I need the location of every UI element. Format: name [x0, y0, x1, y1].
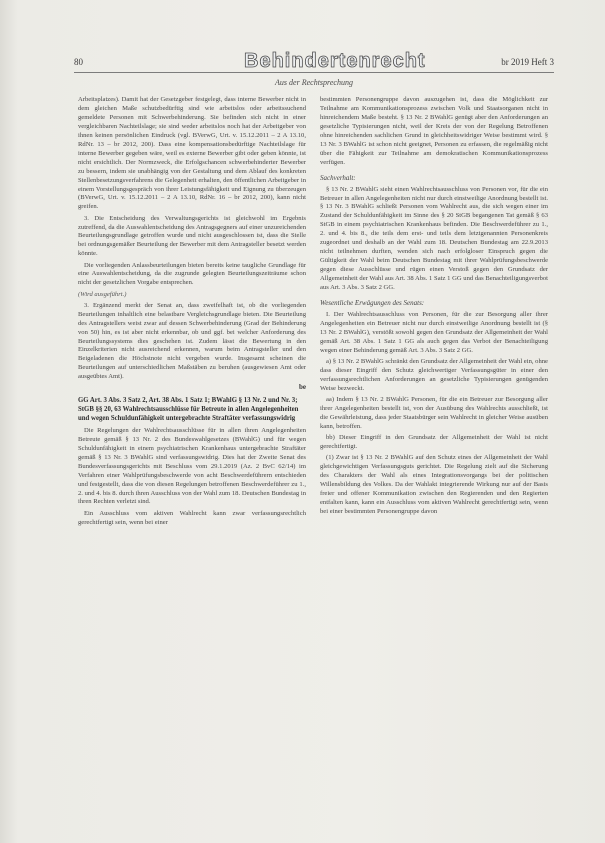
left-column	[78, 96, 306, 821]
author-initials: be	[299, 383, 306, 392]
page-number: 80	[74, 57, 83, 67]
left-paragraph-1: Arbeitsplatzes). Damit hat der Gesetzgeber festgelegt, dass interne Bewerber nicht in dem gleichen Maße schutzbedürftig sind wie arbeitslos oder arbeitssuchend gemeldete Personen mit Schwerbehinderung. Sie befinden sich nicht in einer vergleichbaren Nachteilslage; sie sind weder arbeitslos noch hat der Arbeitgeber von ihnen keinen persönlichen Eindruck (vgl. BVerwG, Urt. v. 15.12.2011 – 2 A 13.10, RdNr. 13 – br 2012, 200). Dass eine kompensationsbedürftige Nachteilslage für interne Bewerber gegeben wäre, weil es externe Bewerber gibt oder geben könnte, ist nicht ersichtlich. Der Normzweck, die Erfolgschancen schwerbehinderter Bewerber zu bessern, indem sie unabhängig von der Gestaltung und dem Ablauf des konkreten Stellenbesetzungsverfahrens die Gelegenheit erhalten, den öffentlichen Arbeitgeber in einem Vorstellungsgespräch von ihrer Leistungsfähigkeit und Eignung zu überzeugen (BVerwG, Urt. v. 15.12.2011 – 2 A 13.10, RdNr. 16 – br 2012, 200), kann nicht greifen.	[78, 96, 306, 211]
left-paragraph-6: Ein Ausschluss vom aktiven Wahlrecht kann zwar verfassungsrechtlich gerechtfertigt sein, wenn bei einer	[78, 509, 306, 526]
left-paragraph-4: 3. Ergänzend merkt der Senat an, dass zweifelhaft ist, ob die vorliegenden Beurteilungen inhaltlich eine belastbare Vergleichsgrundlage bieten. Die Beurteilung des Antragstellers weist zwar auf dessen Schwerbehinderung (Grad der Behinderung von 50) hin, es ist aber nicht erkennbar, ob und ggf. bei welcher Anforderung des Beurteilungssystems dies geschehen ist. Zudem lässt die Bewertung in den Einzelkriterien nicht ausreichend erkennen, warum beim Antragsteller und den Beigeladenen die Höchstnote nicht vergeben wurde. Insgesamt scheinen die Beurteilungen auf unterschiedlichen Maßstäben zu beruhen (ausgewiesen Amt oder ausgeübtes Amt).	[78, 301, 306, 381]
subheading-considerations: Wesentliche Erwägungen des Senats:	[320, 299, 425, 308]
section-title: Aus der Rechtsprechung	[275, 78, 353, 87]
right-column	[320, 96, 548, 821]
journal-title: Behindertenrecht	[244, 50, 426, 72]
subheading-facts: Sachverhalt:	[320, 173, 356, 182]
left-paragraph-3: Die vorliegenden Anlassbeurteilungen bieten bereits keine taugliche Grundlage für eine Auswahlentscheidung, da die zugrunde gelegten Beurteilungszeiträume schon nicht der gesetzlichen Vorgabe entsprechen.	[78, 261, 306, 287]
left-paragraph-2: 3. Die Entscheidung des Verwaltungsgerichts ist gleichwohl im Ergebnis zutreffend, da die Auswahlentscheidung des Antragsgegners auf einer unzureichenden Beurteilungsgrundlage getroffen wurde und nicht ausgeschlossen ist, dass die Stelle bei ordnungsgemäßer Beurteilung der Bewerber mit dem Antragsteller besetzt werden könnte.	[78, 214, 306, 258]
issue-label: br 2019 Heft 3	[501, 57, 554, 67]
decision-heading: GG Art. 3 Abs. 3 Satz 2, Art. 38 Abs. 1 Satz 1; BWahlG § 13 Nr. 2 und Nr. 3; StGB §§ 20, 63 Wahlrechtsausschlüsse für Betreute in allen Angelegenheiten und wegen Schuldunfähigkeit untergebrachte Straftäter verfassungswidrig	[78, 397, 299, 423]
omission-note: (Wird ausgeführt.)	[78, 290, 127, 298]
right-paragraph-3: I. Der Wahlrechtsausschluss von Personen, für die zur Besorgung aller ihrer Angelegenheiten ein Betreuer nicht nur durch einstweilige Anordnung bestellt ist (§ 13 Nr. 2 BWahlG), verstößt sowohl gegen den Grundsatz der Allgemeinheit der Wahl gemäß Art. 38 Abs. 1 Satz 1 GG als auch gegen das Verbot der Benachteiligung wegen einer Behinderung gemäß Art. 3 Abs. 3 Satz 2 GG.	[320, 310, 548, 354]
right-paragraph-6: bb) Dieser Eingriff in den Grundsatz der Allgemeinheit der Wahl ist nicht gerechtfertigt.	[320, 433, 548, 450]
right-paragraph-1: bestimmten Personengruppe davon auszugehen ist, dass die Möglichkeit zur Teilnahme am Kommunikationsprozess zwischen Volk und Staatsorganen nicht in hinreichendem Maße besteht. § 13 Nr. 2 BWahlG genügt aber den Anforderungen an gesetzliche Typisierungen nicht, weil der Kreis der von der Regelung Betroffenen ohne hinreichenden sachlichen Grund in gleichheitswidriger Weise bestimmt wird. § 13 Nr. 3 BWahlG ist schon nicht geeignet, Personen zu erfassen, die regelmäßig nicht über die Fähigkeit zur Teilnahme am demokratischen Kommunikationsprozess verfügen.	[320, 96, 548, 166]
left-paragraph-5: Die Regelungen der Wahlrechtsausschlüsse für in allen ihren Angelegenheiten Betreute gemäß § 13 Nr. 2 des Bundeswahlgesetzes (BWahlG) und für wegen Schuldunfähigkeit in einem psychiatrischen Krankenhaus untergebrachte Straftäter gemäß § 13 Nr. 3 BWahlG sind verfassungswidrig. Dies hat der Zweite Senat des Bundesverfassungsgerichts mit Beschluss vom 29.1.2019 (Az. 2 BvC 62/14) im Verfahren einer Wahlprüfungsbeschwerde von acht Beschwerdeführern entschieden und festgestellt, dass die von diesen Regelungen betroffenen Beschwerdeführer zu 1., 2. und 4. bis 8. durch ihren Ausschluss von der Wahl zum 18. Deutschen Bundestag in ihren Rechten verletzt sind.	[78, 426, 306, 506]
right-paragraph-4: a) § 13 Nr. 2 BWahlG schränkt den Grundsatz der Allgemeinheit der Wahl ein, ohne dass dieser Eingriff den Schutz gleichwertiger Verfassungsgüter in einer den verfassungsrechtlichen Anforderungen an gesetzliche Typisierungen genügenden Weise bezweckt.	[320, 357, 548, 392]
running-header	[74, 50, 554, 73]
right-paragraph-5: aa) Indem § 13 Nr. 2 BWahlG Personen, für die ein Betreuer zur Besorgung aller ihrer Angelegenheiten bestellt ist, von der Ausübung des Wahlrechts ausschließt, ist die Gewährleistung, dass jeder Staatsbürger sein Wahlrecht in gleicher Weise ausüben kann, betroffen.	[320, 395, 548, 430]
right-paragraph-7: (1) Zwar ist § 13 Nr. 2 BWahlG auf den Schutz eines der Allgemeinheit der Wahl gleichgewichtigen Verfassungsguts gerichtet. Die Regelung zielt auf die Sicherung des Charakters der Wahl als eines Integrationsvorgangs bei der politischen Willensbildung des Volkes. Da der Wahlakt integrierende Wirkung nur auf der Basis freier und offener Kommunikation zwischen den Regierenden und den Regierten entfalten kann, kann ein Ausschluss vom aktiven Wahlrecht gerechtfertigt sein, wenn bei einer bestimmten Personengruppe davon	[320, 454, 548, 515]
right-paragraph-2: § 13 Nr. 2 BWahlG sieht einen Wahlrechtsausschluss von Personen vor, für die ein Betreuer in allen Angelegenheiten nicht nur durch einstweilige Anordnung bestellt ist. § 13 Nr. 3 BWahlG schließt Personen vom Wahlrecht aus, die sich wegen einer im Zustand der Schuldunfähigkeit im Sinne des § 20 StGB begangenen Tat gemäß § 63 StGB in einem psychiatrischen Krankenhaus befinden. Die Beschwerdeführer zu 1., 2. und 4. bis 8., die teils dem erst- und teils dem letztgenannten Personenkreis zugeordnet und deshalb an der Wahl zum 18. Deutschen Bundestag am 22.9.2013 nicht teilnehmen durften, wenden sich nach erfolgloser Einspruch gegen die Gültigkeit der Wahl beim Deutschen Bundestag mit ihrer Wahlprüfungsbeschwerde gegen diese Ausschlüsse und rügen einen Verstoß gegen den Grundsatz der Allgemeinheit der Wahl aus Art. 38 Abs. 1 Satz 1 GG und das Benachteiligungsverbot aus Art. 3 Abs. 3 Satz 2 GG.	[320, 185, 548, 292]
